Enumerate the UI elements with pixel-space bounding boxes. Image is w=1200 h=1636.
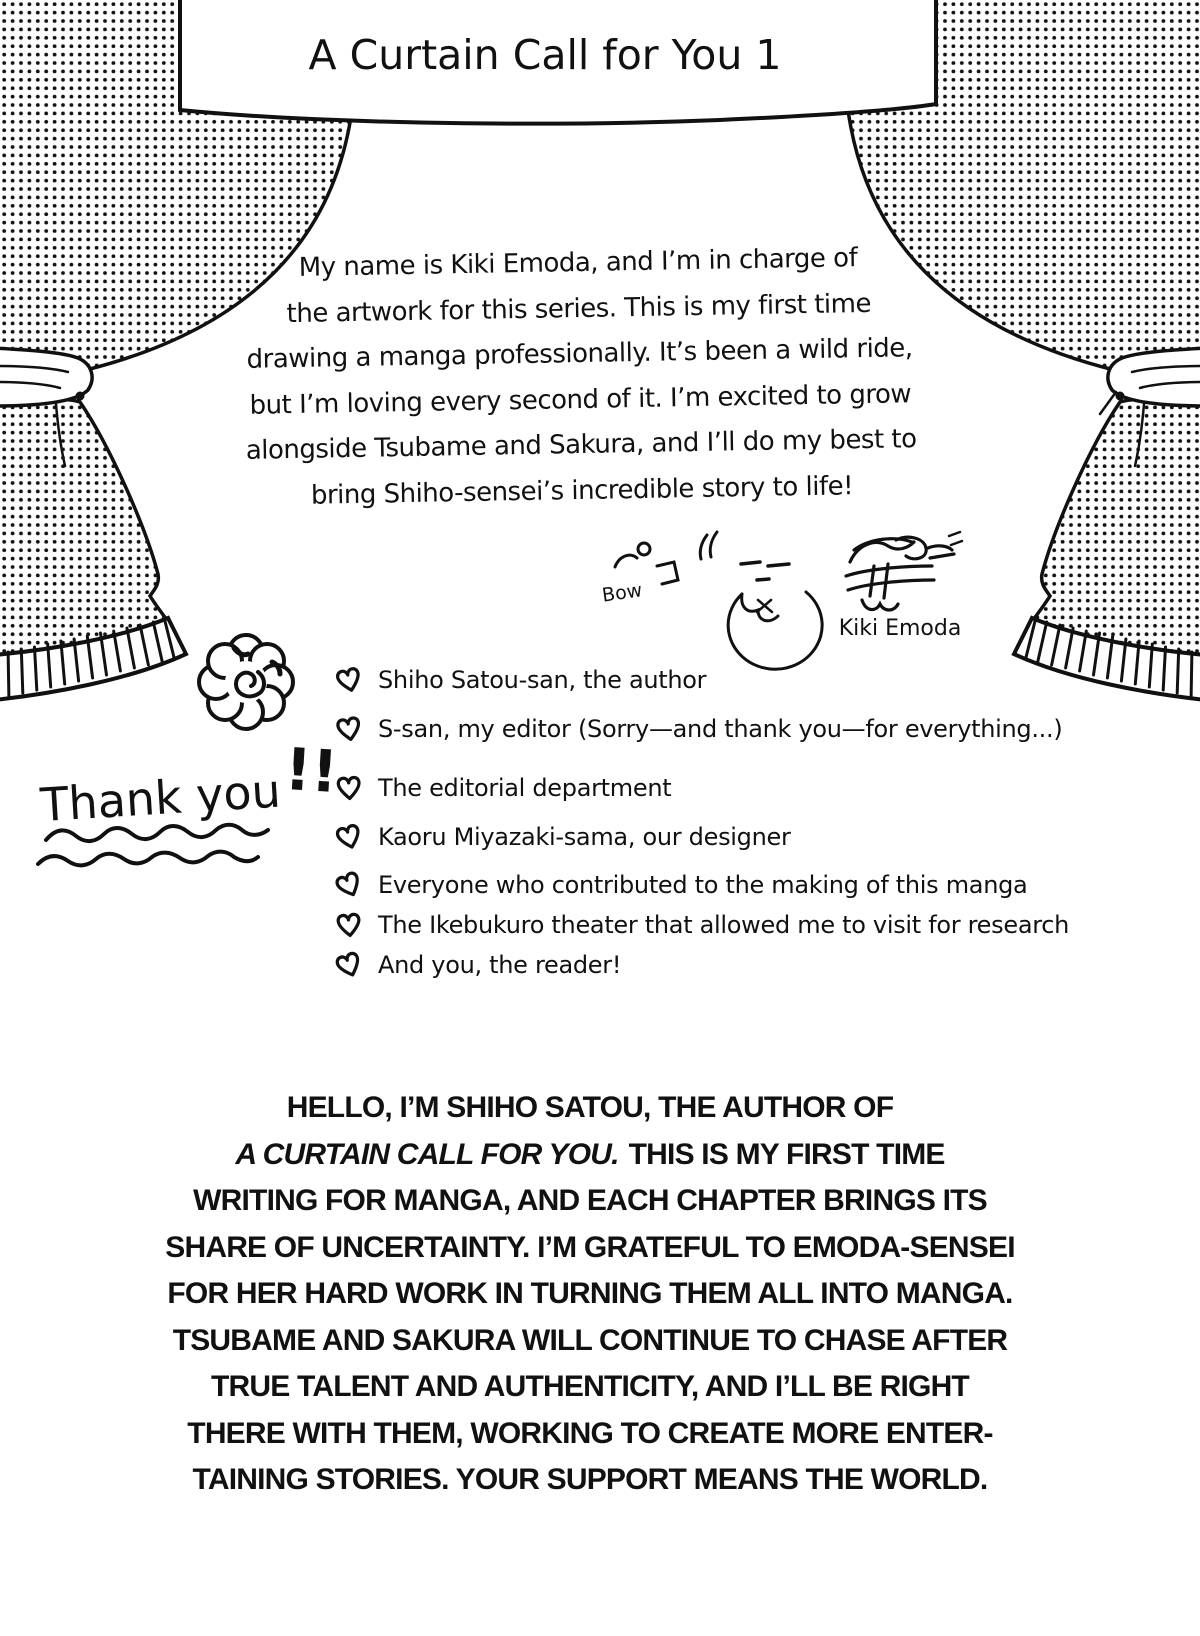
intro-paragraph [138, 233, 1023, 521]
bow-caption: Bow [600, 579, 644, 607]
thanks-item [334, 820, 791, 854]
thanks-item-label: S-san, my editor (Sorry—and thank you—for everything...) [378, 715, 1063, 743]
afterword-line: TSUBAME AND SAKURA WILL CONTINUE TO CHASE AFTER [172, 1323, 1008, 1357]
signature-doodle [846, 532, 962, 610]
intro-line: the artwork for this series. This is my first time [286, 288, 872, 329]
heart-icon [333, 910, 366, 941]
book-title: A CURTAIN CALL FOR YOU. [235, 1137, 619, 1171]
thanks-item [334, 663, 706, 697]
intro-line: alongside Tsubame and Sakura, and I’ll do my best to [245, 424, 917, 466]
heart-icon [333, 773, 365, 803]
thank-you-text: Thank you [38, 763, 283, 833]
page-title: A Curtain Call for You 1 [308, 31, 782, 79]
heart-icon [331, 819, 368, 854]
heart-icon [332, 713, 366, 746]
thanks-item-label: The editorial department [378, 774, 672, 802]
thanks-item-label: And you, the reader! [378, 951, 622, 979]
intro-line: bring Shiho-sensei’s incredible story to life! [310, 470, 854, 511]
intro-line: My name is Kiki Emoda, and I’m in charge of [298, 243, 858, 283]
heart-icon [330, 866, 369, 904]
heart-icon [331, 663, 367, 697]
thanks-item [334, 712, 1062, 746]
thanks-item-label: Kaoru Miyazaki-sama, our designer [378, 823, 791, 851]
afterword-line: HELLO, I’M SHIHO SATOU, THE AUTHOR OF [286, 1091, 894, 1124]
afterword-line: THERE WITH THEM, WORKING TO CREATE MORE ENTER- [187, 1416, 993, 1450]
afterword-line-rest: THIS IS MY FIRST TIME [628, 1137, 945, 1171]
thank-you-exclamation: !! [283, 734, 341, 807]
thanks-item [334, 771, 671, 805]
thanks-item [334, 948, 621, 982]
afterword-line: TRUE TALENT AND AUTHENTICITY, AND I’LL BE RIGHT [211, 1370, 969, 1403]
thanks-item [334, 908, 1069, 942]
afterword-line: WRITING FOR MANGA, AND EACH CHAPTER BRINGS ITS [193, 1184, 987, 1217]
afterword-line: SHARE OF UNCERTAINTY. I’M GRATEFUL TO EMODA-SENSEI [165, 1230, 1015, 1264]
heart-icon [330, 947, 368, 984]
bow-doodle [615, 532, 822, 669]
intro-line: drawing a manga professionally. It’s been a wild ride, [246, 333, 913, 375]
afterword-line [90, 1132, 1090, 1179]
afterword-line: TAINING STORIES. YOUR SUPPORT MEANS THE WORLD. [192, 1463, 988, 1496]
afterword-line: FOR HER HARD WORK IN TURNING THEM ALL INTO MANGA. [167, 1277, 1013, 1310]
author-afterword [90, 1085, 1090, 1504]
thanks-item [334, 868, 1027, 902]
thanks-item-label: The Ikebukuro theater that allowed me to visit for research [378, 911, 1070, 939]
intro-line: but I’m loving every second of it. I’m excited to grow [249, 378, 912, 421]
thanks-item-label: Shiho Satou-san, the author [378, 666, 707, 694]
flower-doodle [199, 635, 293, 729]
signature-name: Kiki Emoda [838, 616, 962, 641]
thanks-item-label: Everyone who contributed to the making of this manga [378, 871, 1028, 899]
